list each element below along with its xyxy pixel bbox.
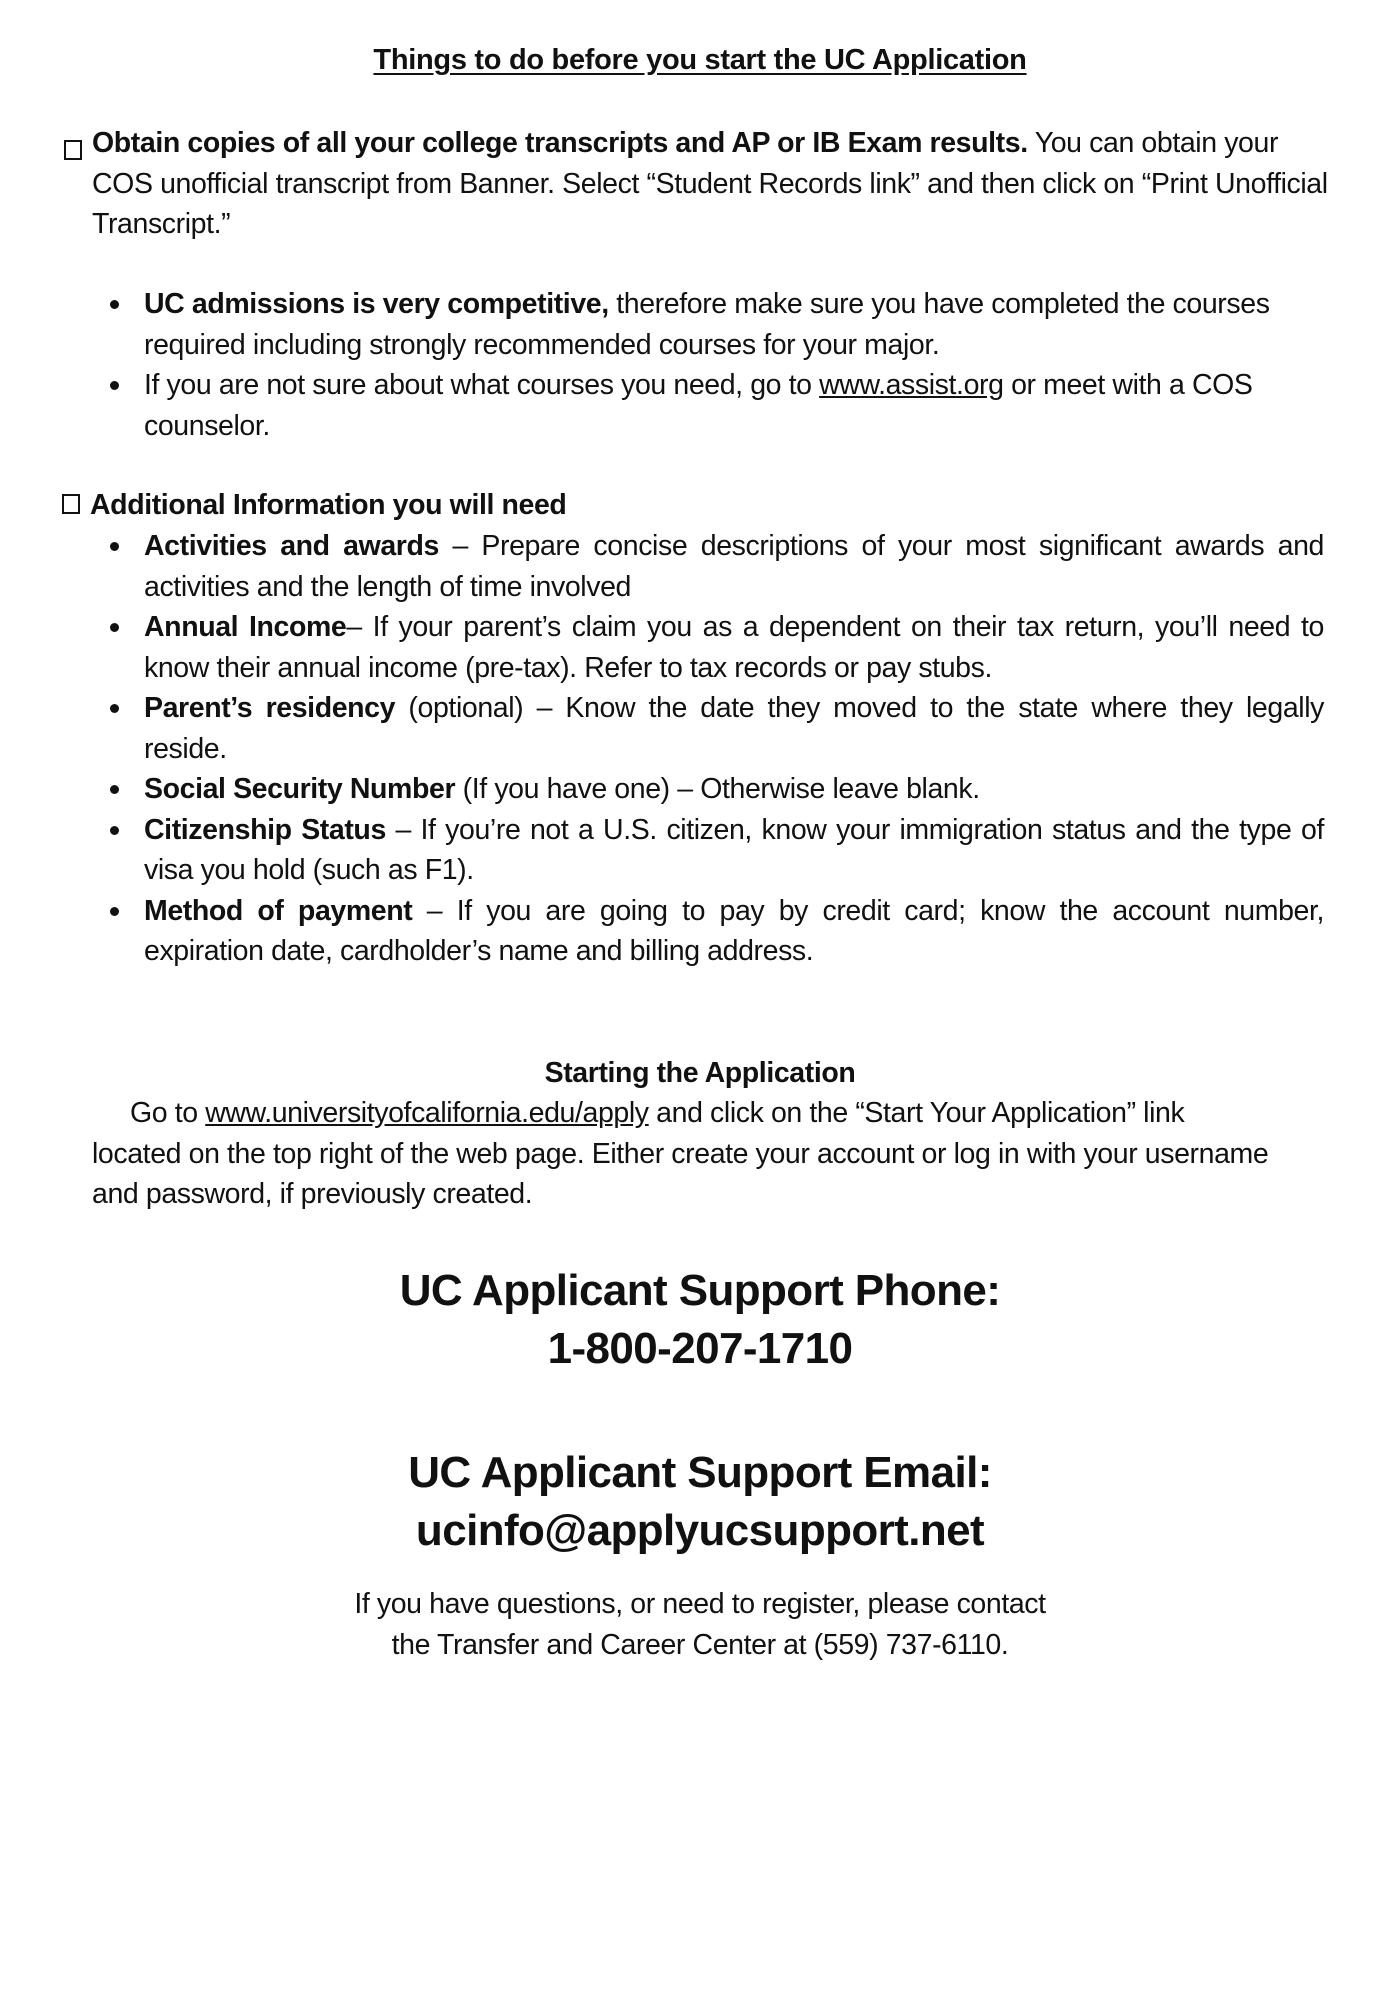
bullet-text: – If you’re not a U.S. citizen, know your immigration status and the type of visa you hold (such as F1). xyxy=(144,813,1324,886)
bullet-icon xyxy=(110,300,119,309)
bullet-bold: Activities and awards xyxy=(144,530,439,562)
page-title: Things to do before you start the UC Application xyxy=(373,44,1027,76)
uc-apply-link[interactable]: www.universityofcalifornia.edu/apply xyxy=(205,1097,649,1129)
bullet-text: (If you have one) – Otherwise leave blank. xyxy=(455,773,980,805)
bullet-icon xyxy=(110,826,119,835)
bullet-text: If you are not sure about what courses you need, go to xyxy=(144,369,820,401)
transcripts-section xyxy=(92,123,1332,245)
list-item xyxy=(92,769,1324,810)
transcripts-checkbox[interactable] xyxy=(64,140,82,160)
bullet-icon xyxy=(110,785,119,794)
transcripts-detail: You can obtain your COS unofficial transcript from Banner. Select “Student Records link” and then click on “Print Unofficial Transcript.” xyxy=(92,127,1328,240)
starting-text: and click on the “Start Your Application” link located on the top right of the web page. Either create your account or log in with your username and password, if previously created. xyxy=(92,1097,1269,1210)
bullet-bold: UC admissions is very competitive, xyxy=(144,288,609,320)
contact-line-1: If you have questions, or need to register, please contact xyxy=(354,1588,1046,1620)
bullet-bold: Social Security Number xyxy=(144,773,456,805)
bullet-text: therefore make sure you have completed the courses required including strongly recommended courses for your major. xyxy=(144,288,1270,361)
additional-info-heading-text: Additional Information you will need xyxy=(90,489,567,521)
list-item xyxy=(92,607,1324,688)
bullet-text: – If your parent’s claim you as a dependent on their tax return, you’ll need to know their annual income (pre-tax). Refer to tax records or pay stubs. xyxy=(144,611,1325,684)
bullet-icon xyxy=(110,907,119,916)
starting-text: Go to xyxy=(130,1097,206,1129)
contact-line-2: the Transfer and Career Center at (559) 737-6110. xyxy=(391,1628,1009,1661)
transcripts-paragraph xyxy=(92,123,1332,245)
bullet-text: – If you are going to pay by credit card; know the account number, expiration date, cardholder’s name and billing address. xyxy=(144,894,1325,967)
starting-paragraph xyxy=(92,1093,1272,1215)
bullet-icon xyxy=(110,381,119,390)
assist-link[interactable]: www.assist.org xyxy=(819,369,1004,401)
additional-info-checkbox[interactable] xyxy=(62,494,80,514)
support-email-label: UC Applicant Support Email: xyxy=(408,1448,992,1497)
bullet-icon xyxy=(110,704,119,713)
bullet-text: or meet with a COS counselor. xyxy=(144,369,1253,442)
bullet-bold: Citizenship Status xyxy=(144,813,386,846)
support-phone-number: 1-800-207-1710 xyxy=(547,1324,853,1373)
bullet-text: – Prepare concise descriptions of your most significant awards and activities and the length of time involved xyxy=(144,530,1324,603)
bullet-text: (optional) – Know the date they moved to the state where they legally reside. xyxy=(144,692,1324,765)
bullet-bold: Annual Income xyxy=(144,611,347,643)
bullet-bold: Method of payment xyxy=(144,894,413,927)
transcripts-lead: Obtain copies of all your college transcripts and AP or IB Exam results. xyxy=(92,127,1028,159)
additional-info-heading xyxy=(62,485,566,526)
list-item xyxy=(92,891,1324,972)
bullet-bold: Parent’s residency xyxy=(144,692,396,724)
list-item xyxy=(92,365,1332,446)
list-item xyxy=(92,284,1332,365)
list-item xyxy=(92,688,1324,769)
list-item xyxy=(92,526,1324,607)
bullet-icon xyxy=(110,623,119,632)
list-item xyxy=(92,810,1324,891)
support-phone-label: UC Applicant Support Phone: xyxy=(399,1266,1001,1315)
support-email-address: ucinfo@applyucsupport.net xyxy=(415,1506,985,1555)
starting-heading: Starting the Application xyxy=(544,1057,856,1089)
transcripts-bullets xyxy=(92,284,1332,446)
additional-info-bullets xyxy=(92,526,1324,972)
bullet-icon xyxy=(110,542,119,551)
contact-note xyxy=(0,1584,1400,1665)
